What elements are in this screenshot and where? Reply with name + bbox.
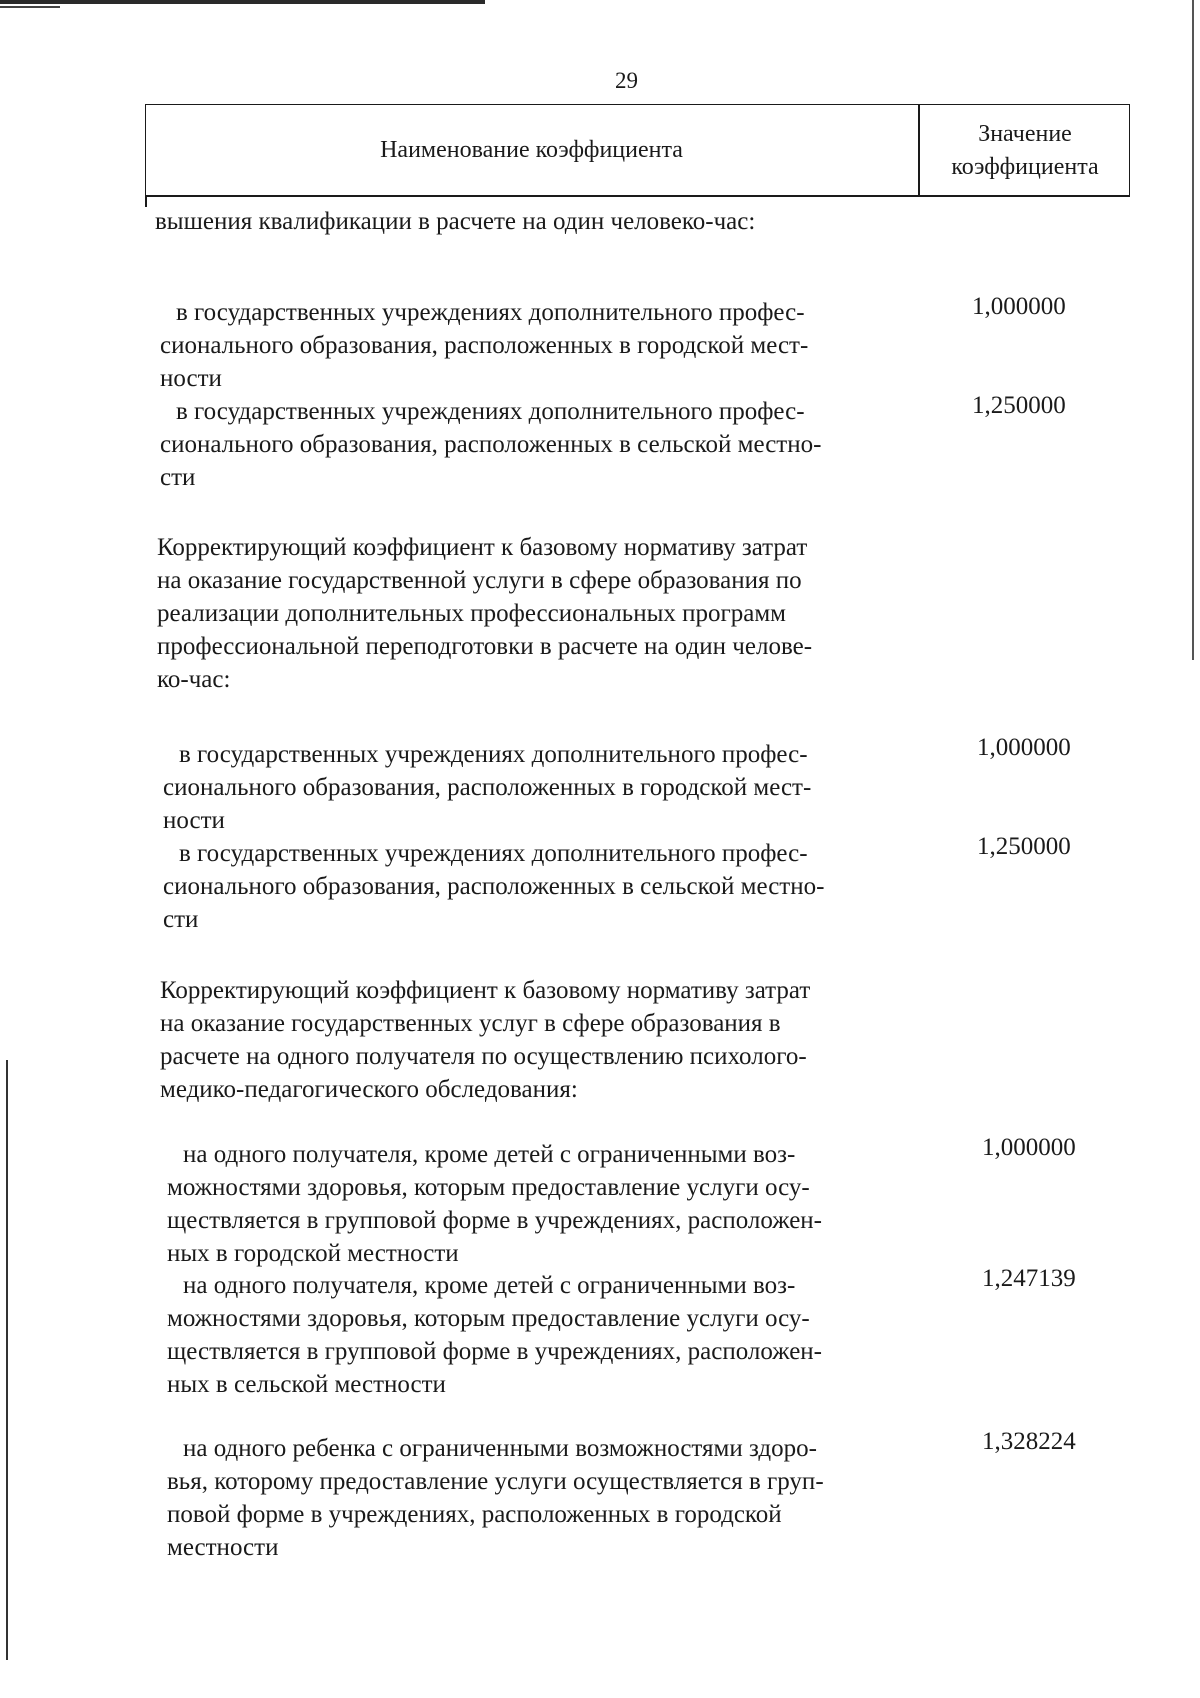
coefficient-value: 1,328224 bbox=[982, 1428, 1076, 1455]
column-header-value-line2: коэффициента bbox=[951, 153, 1099, 180]
list-item-s3-1 bbox=[167, 1138, 922, 1270]
item-line: сионального образования, расположенных в городской мест- bbox=[160, 332, 809, 359]
item-line: можностями здоровья, которым предоставление услуги осу- bbox=[167, 1174, 810, 1201]
item-line: ществляется в групповой форме в учреждениях, расположен- bbox=[167, 1207, 823, 1234]
item-line: ности bbox=[163, 807, 225, 834]
list-item-s3-2 bbox=[167, 1269, 922, 1401]
item-line: сионального образования, расположенных в сельской местно- bbox=[160, 431, 822, 458]
coefficient-value: 1,250000 bbox=[977, 833, 1071, 860]
coefficient-value: 1,247139 bbox=[982, 1265, 1076, 1292]
heading-line: расчете на одного получателя по осуществлению психолого- bbox=[160, 1043, 807, 1070]
heading-line: на оказание государственных услуг в сфере образования в bbox=[160, 1010, 781, 1037]
item-line: ществляется в групповой форме в учреждениях, расположен- bbox=[167, 1338, 823, 1365]
item-line: на одного получателя, кроме детей с ограниченными воз- bbox=[183, 1141, 796, 1168]
column-header-name: Наименование коэффициента bbox=[380, 137, 683, 163]
item-line: на одного ребенка с ограниченными возможностями здоро- bbox=[183, 1435, 817, 1462]
coefficient-value: 1,000000 bbox=[982, 1134, 1076, 1161]
intro-continuation bbox=[155, 205, 915, 238]
item-line: в государственных учреждениях дополнительного профес- bbox=[176, 299, 805, 326]
item-line: сионального образования, расположенных в сельской местно- bbox=[163, 873, 825, 900]
item-line: ных в сельской местности bbox=[167, 1371, 446, 1398]
scan-border-right bbox=[1192, 0, 1194, 660]
list-item-s3-3 bbox=[167, 1432, 922, 1564]
item-line: повой форме в учреждениях, расположенных в городской bbox=[167, 1501, 782, 1528]
item-line: в государственных учреждениях дополнительного профес- bbox=[179, 741, 808, 768]
heading-line: Корректирующий коэффициент к базовому нормативу затрат bbox=[157, 534, 808, 561]
column-header-value-line1: Значение bbox=[978, 120, 1072, 147]
scan-border-top-thin bbox=[0, 6, 60, 8]
item-line: в государственных учреждениях дополнительного профес- bbox=[176, 398, 805, 425]
heading-line: ко-час: bbox=[157, 666, 231, 693]
heading-line: медико-педагогического обследования: bbox=[160, 1076, 578, 1103]
scan-border-left bbox=[6, 1060, 8, 1660]
heading-line: профессиональной переподготовки в расчете на один челове- bbox=[157, 633, 813, 660]
heading-line: на оказание государственной услуги в сфере образования по bbox=[157, 567, 802, 594]
item-line: ных в городской местности bbox=[167, 1240, 459, 1267]
list-item-s2-1 bbox=[163, 738, 918, 837]
item-line: в государственных учреждениях дополнительного профес- bbox=[179, 840, 808, 867]
item-line: местности bbox=[167, 1534, 279, 1561]
list-item-s1-1 bbox=[160, 296, 912, 395]
item-line: на одного получателя, кроме детей с ограниченными воз- bbox=[183, 1272, 796, 1299]
item-line: сти bbox=[163, 906, 199, 933]
coefficient-value: 1,250000 bbox=[972, 392, 1066, 419]
item-line: сти bbox=[160, 464, 196, 491]
heading-line: реализации дополнительных профессиональных программ bbox=[157, 600, 786, 627]
item-line: ности bbox=[160, 365, 222, 392]
section-heading-2 bbox=[157, 531, 917, 696]
item-line: сионального образования, расположенных в городской мест- bbox=[163, 774, 812, 801]
page-number: 29 bbox=[615, 68, 638, 93]
item-line: вья, которому предоставление услуги осуществляется в груп- bbox=[167, 1468, 824, 1495]
list-item-s2-2 bbox=[163, 837, 918, 936]
section-heading-3 bbox=[160, 974, 920, 1106]
list-item-s1-2 bbox=[160, 395, 912, 494]
item-line: можностями здоровья, которым предоставление услуги осу- bbox=[167, 1305, 810, 1332]
coefficient-value: 1,000000 bbox=[977, 734, 1071, 761]
intro-line: вышения квалификации в расчете на один человеко-час: bbox=[155, 208, 756, 235]
column-header-value bbox=[920, 104, 1130, 197]
scan-border-top bbox=[0, 0, 485, 4]
heading-line: Корректирующий коэффициент к базовому нормативу затрат bbox=[160, 977, 811, 1004]
coefficient-value: 1,000000 bbox=[972, 293, 1066, 320]
